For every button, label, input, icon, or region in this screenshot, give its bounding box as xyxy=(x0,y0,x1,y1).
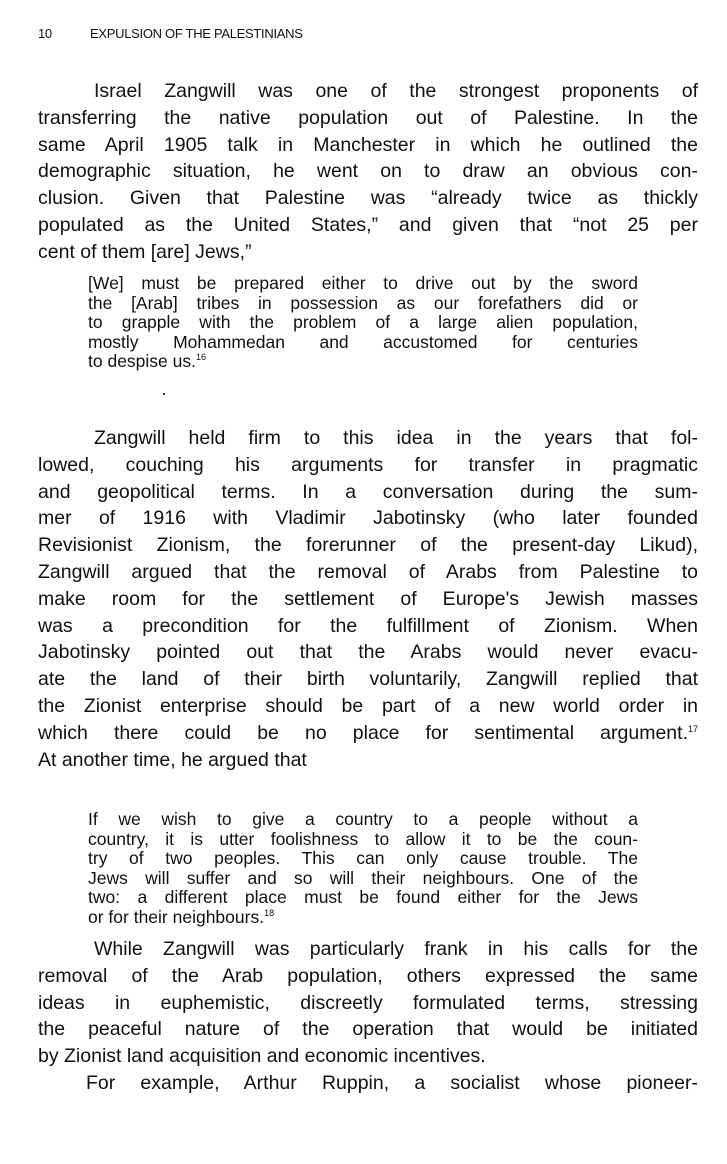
text-line: by Zionist land acquisition and economic incentives. xyxy=(38,1045,486,1068)
text-line: Zangwill argued that the removal of Arabs from Palestine to xyxy=(38,560,698,583)
text-line: was a precondition for the fulfillment of Zionism. When xyxy=(38,614,698,637)
text-line: While Zangwill was particularly frank in his calls for the xyxy=(94,938,698,960)
quote-line: country, it is utter foolishness to allow it to be the coun- xyxy=(88,828,638,849)
paragraph-2 xyxy=(38,425,698,773)
text-line: At another time, he argued that xyxy=(38,748,307,771)
quote-line: If we wish to give a country to a people without a xyxy=(88,809,638,829)
quote-line: two: a different place must be found either for the Jews xyxy=(88,887,638,908)
text-line: the peaceful nature of the operation that would be initiated xyxy=(38,1018,698,1041)
text-line: populated as the United States,” and given that “not 25 per xyxy=(38,213,698,236)
block-quote-1 xyxy=(88,274,638,372)
text-line: cent of them [are] Jews,” xyxy=(38,240,252,263)
text-line: transferring the native population out of Palestine. In the xyxy=(38,106,698,129)
text-line: and geopolitical terms. In a conversation during the sum- xyxy=(38,480,698,503)
quote-line: Jews will suffer and so will their neighbours. One of the xyxy=(88,867,638,888)
text-line: Israel Zangwill was one of the strongest proponents of xyxy=(94,80,698,102)
running-title: EXPULSION OF THE PALESTINIANS xyxy=(90,26,303,41)
quote-text: to despise us. xyxy=(88,351,196,372)
text-line: Jabotinsky pointed out that the Arabs would never evacu- xyxy=(38,641,698,664)
text: which there could be no place for sentimental argument. xyxy=(38,721,688,744)
text-line: ate the land of their birth voluntarily, Zangwill replied that xyxy=(38,668,698,691)
paragraph-1 xyxy=(38,78,698,266)
text-line: the Zionist enterprise should be part of a new world order in xyxy=(38,694,698,717)
text-line: ideas in euphemistic, discreetly formulated terms, stressing xyxy=(38,991,698,1014)
text-line: Zangwill held firm to this idea in the years that fol- xyxy=(94,427,698,449)
quote-line: to grapple with the problem of a large alien population, xyxy=(88,312,638,333)
footnote-ref-17: 17 xyxy=(687,723,698,734)
quote-line: mostly Mohammedan and accustomed for centuries xyxy=(88,331,638,352)
text-line: make room for the settlement of Europe's Jewish masses xyxy=(38,587,698,610)
text-line: clusion. Given that Palestine was “already twice as thickly xyxy=(38,187,698,210)
quote-line: the [Arab] tribes in possession as our forefathers did or xyxy=(88,292,638,313)
quote-text: or for their neighbours. xyxy=(88,906,265,927)
stray-mark xyxy=(163,393,165,395)
text-line: removal of the Arab population, others expressed the same xyxy=(38,964,698,987)
text-line: demographic situation, he went on to draw an obvious con- xyxy=(38,160,698,183)
text-line xyxy=(38,720,698,747)
footnote-ref-16: 16 xyxy=(195,352,206,363)
text-line: Revisionist Zionism, the forerunner of the present-day Likud), xyxy=(38,534,698,557)
quote-line xyxy=(88,908,638,928)
block-quote-2 xyxy=(88,810,638,928)
page-number: 10 xyxy=(38,26,52,41)
text-line: mer of 1916 with Vladimir Jabotinsky (who later founded xyxy=(38,507,698,530)
quote-line: [We] must be prepared either to drive out by the sword xyxy=(88,273,638,293)
paragraph-3 xyxy=(38,936,698,1097)
text-line: same April 1905 talk in Manchester in which he outlined the xyxy=(38,133,698,156)
quote-line xyxy=(88,352,638,372)
quote-line: try of two peoples. This can only cause trouble. The xyxy=(88,848,638,869)
running-header xyxy=(38,26,303,41)
text-line: lowed, couching his arguments for transfer in pragmatic xyxy=(38,453,698,476)
footnote-ref-18: 18 xyxy=(264,907,275,918)
text-line: For example, Arthur Ruppin, a socialist whose pioneer- xyxy=(86,1071,698,1094)
